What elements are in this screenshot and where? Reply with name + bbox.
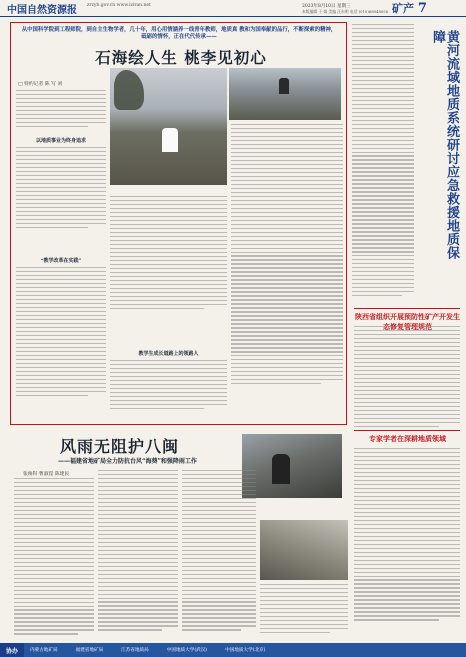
right-divider-1: [354, 308, 460, 309]
right-divider-2: [354, 430, 460, 431]
lead-column-2: [110, 196, 227, 309]
footer-item: 中国地质大学(武汉): [166, 648, 208, 653]
lead-column-1c: [16, 267, 106, 396]
second-column-4: [260, 584, 348, 633]
lead-column-1b: [16, 147, 106, 228]
second-column-1: [14, 478, 94, 635]
second-story-byline: 张俊科 曹淑滢 陈建民: [23, 472, 70, 477]
footer-item: 中国地质大学(北京): [225, 648, 266, 653]
lead-column-1: [16, 90, 106, 127]
second-story-subtitle: ——福建省地矿局全力防抗台风“海葵”和强降雨工作: [58, 458, 197, 465]
second-story-headline: 风雨无阻护八闽: [60, 437, 180, 456]
lead-column-3: [231, 124, 343, 384]
lead-subhead-4: 教学生成长道路上的领路人: [138, 351, 199, 357]
footer-logo: 协办: [0, 643, 24, 657]
lead-photo-secondary: [229, 68, 341, 120]
lead-story-byline: □ 特约记者 陈 写 刘: [18, 82, 63, 87]
second-story-photo-1: [242, 434, 342, 498]
right-column-text-2: [354, 326, 460, 427]
footer-item: 江苏省地质局: [121, 648, 149, 653]
lead-column-2b: [110, 360, 227, 409]
footer-item: 内蒙古地矿局: [30, 648, 58, 653]
right-vertical-title: 黄河流域地质系统研讨应急救援地质保障: [430, 30, 459, 260]
lead-photo-main: [110, 68, 227, 185]
lead-subhead-2: “教学改革在实践”: [40, 258, 82, 264]
newspaper-title: 中国自然资源报: [7, 5, 77, 16]
page-number: 7: [417, 1, 427, 16]
newspaper-url: zrzyb.gov.cn www.iziran.net: [87, 3, 151, 8]
right-column-text: [352, 24, 414, 296]
lead-story-headline: 石海绘人生 桃李见初心: [95, 49, 267, 67]
right-column-text-3: [354, 448, 460, 621]
footer-item: 福建省地矿局: [75, 648, 104, 653]
page-label: 矿产 7: [392, 1, 427, 16]
second-story-photo-2: [260, 520, 348, 580]
right-box-title-1: 陕西省组织开展预防性矿产开发生: [355, 312, 460, 321]
second-column-3: [182, 470, 256, 631]
lead-story-intro: 从中国科学院到工程师院，到自主生物学者，几十年，用心用情涵养一线青年教师，地质真 教和为国奉献的品行，不断探索的精神，砥砺的情怀，正在代代传承——: [21, 27, 337, 40]
lead-subhead-1: 以地质事业为终身追求: [35, 138, 86, 144]
footer-bar: [0, 643, 466, 657]
second-column-2: [98, 470, 178, 631]
right-box-title-2: 专家学者在深耕地质领域: [369, 434, 446, 443]
editor-info: 本版编辑 于 婧 美编 汪东明 电话 (010)68048056: [302, 9, 389, 14]
issue-date: 2023年8月10日 星期三: [302, 4, 351, 9]
masthead: [0, 0, 466, 17]
